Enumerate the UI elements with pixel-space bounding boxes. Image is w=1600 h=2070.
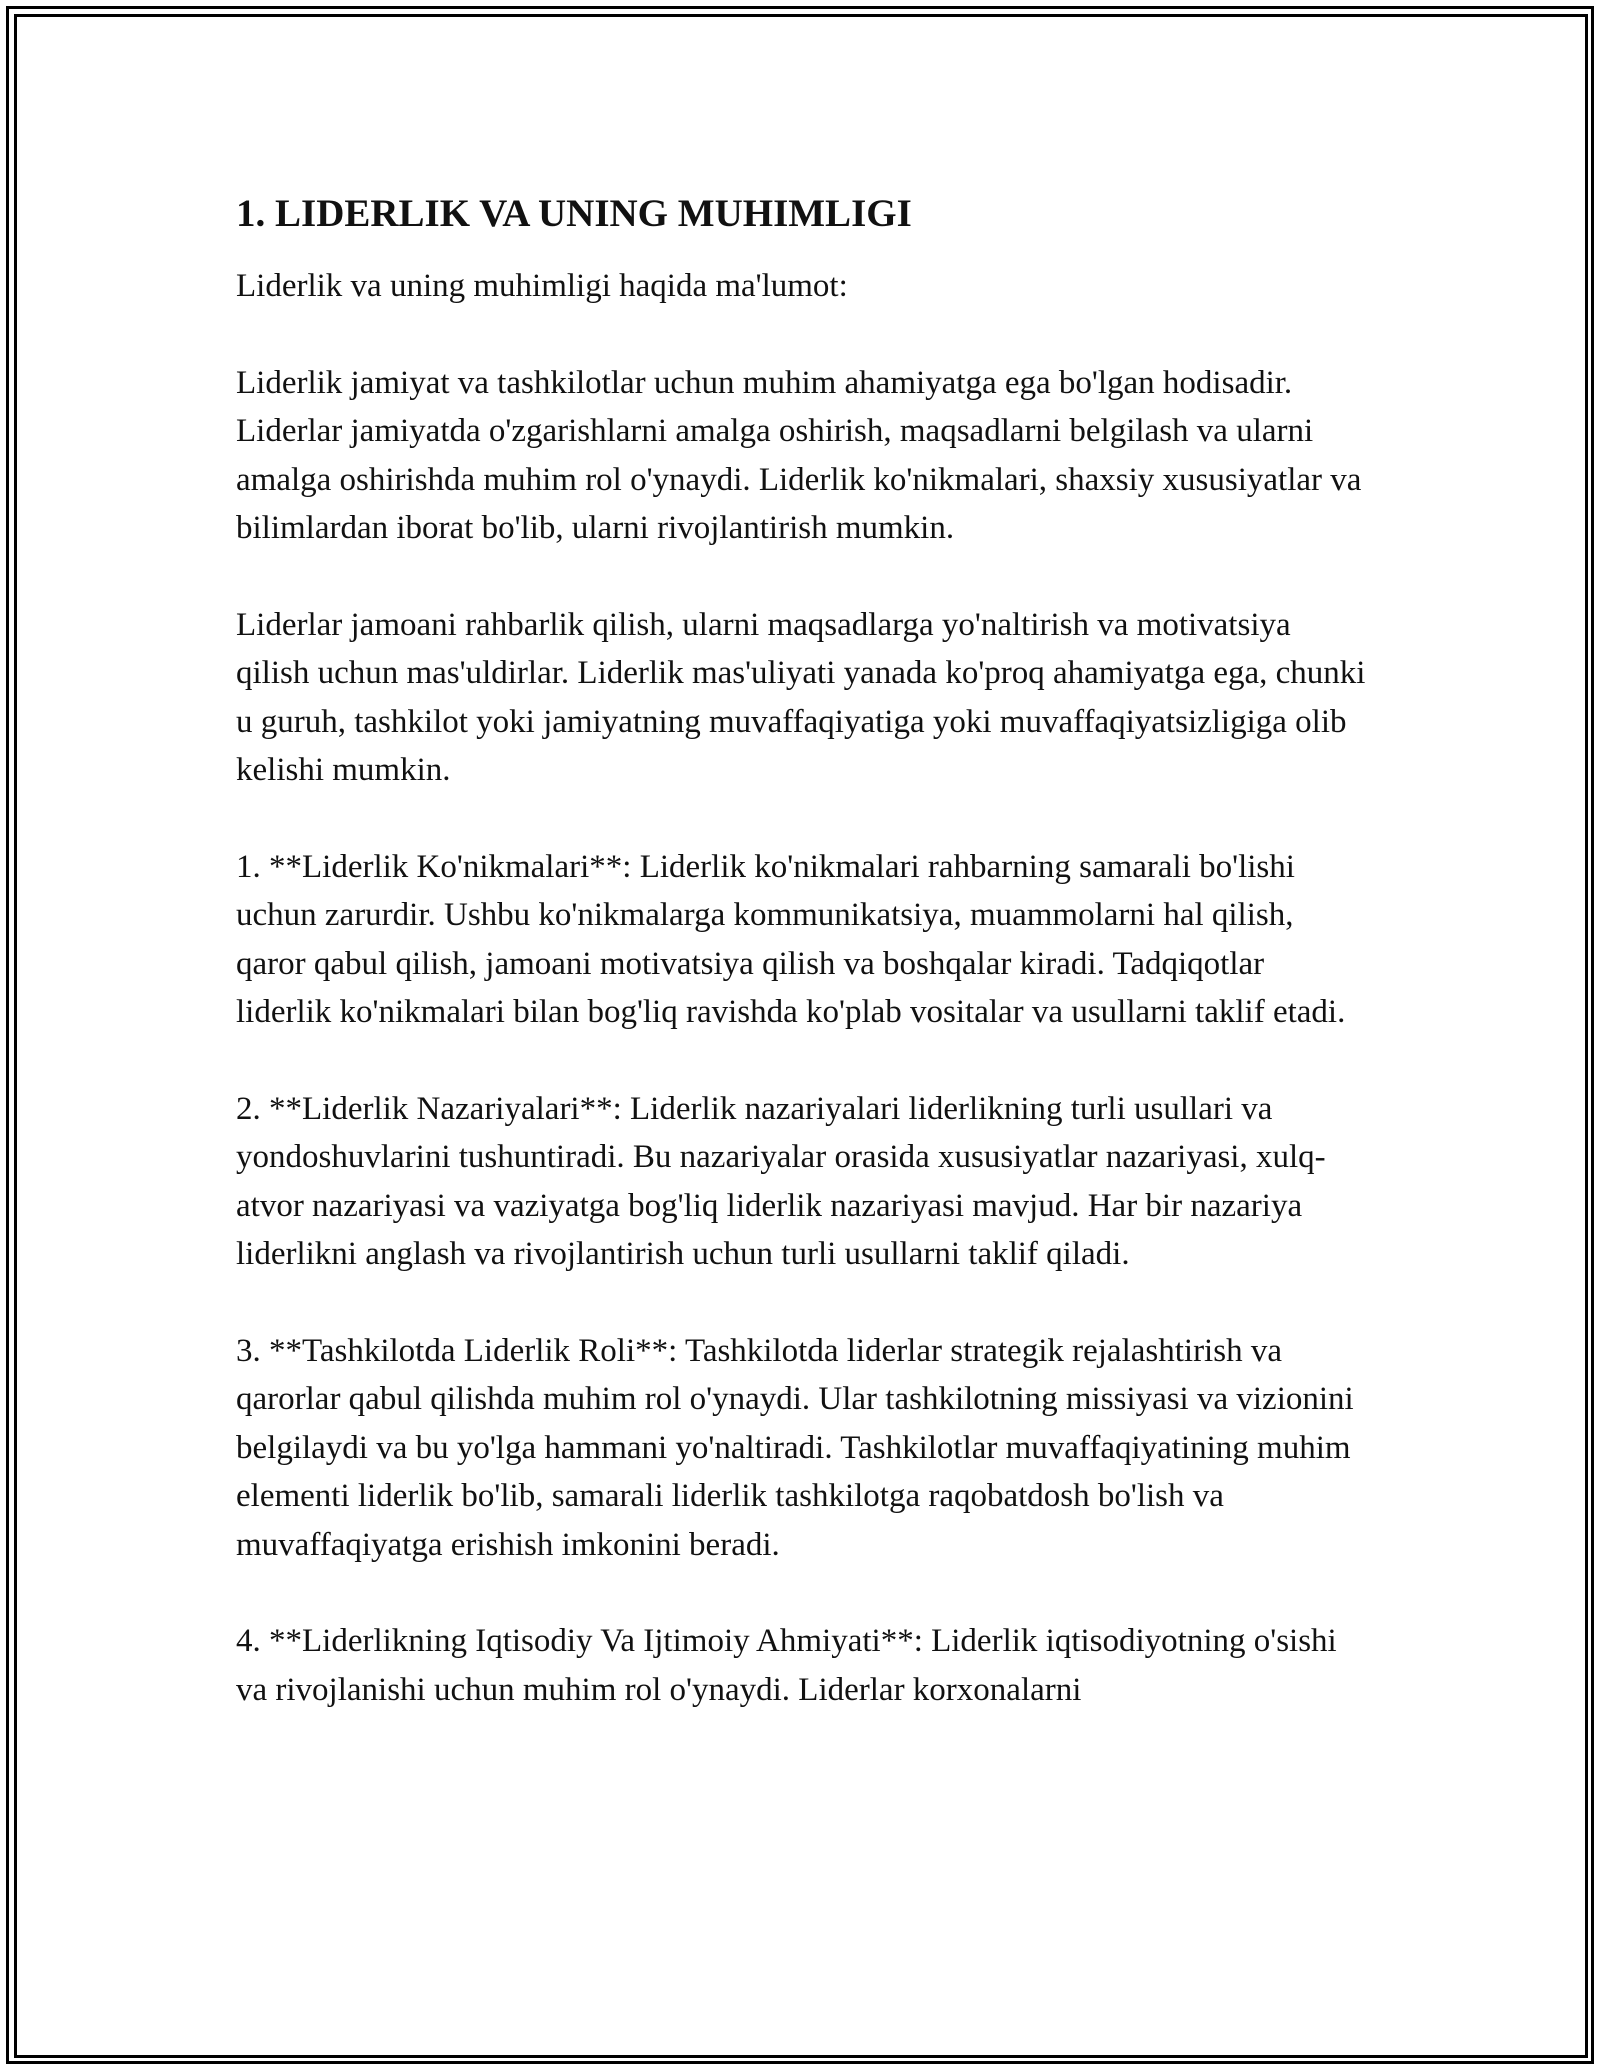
paragraph-organization-role: 3. **Tashkilotda Liderlik Roli**: Tashkilotda liderlar strategik rejalashtirish va qarorlar qabul qilishda muhim rol o'ynaydi. Ular tashkilotning missiyasi va vizionini belgilaydi va bu yo'lga hammani yo'naltiradi. Tashkilotlar muvaffaqiyatining muhim elementi liderlik bo'lib, samarali liderlik tashkilotga raqobatdosh bo'lish va muvaffaqiyatga erishish imkonini beradi. <box>236 1332 1354 1563</box>
paragraph-economic-social: 4. **Liderlikning Iqtisodiy Va Ijtimoiy Ahmiyati**: Liderlik iqtisodiyotning o'sishi va rivojlanishi uchun muhim rol o'ynaydi. Liderlar korxonalarni <box>236 1623 1337 1708</box>
intro-line: Liderlik va uning muhimligi haqida ma'lumot: <box>236 268 848 304</box>
paragraph-skills: 1. **Liderlik Ko'nikmalari**: Liderlik ko'nikmalari rahbarning samarali bo'lishi uchun zarurdir. Ushbu ko'nikmalarga kommunikatsiya, muammolarni hal qilish, qaror qabul qilish, jamoani motivatsiya qilish va boshqalar kiradi. Tadqiqotlar liderlik ko'nikmalari bilan bog'liq ravishda ko'plab vositalar va usullarni taklif etadi. <box>236 848 1346 1030</box>
section-heading: 1. LIDERLIK VA UNING MUHIMLIGI <box>236 192 912 235</box>
paragraph-theories: 2. **Liderlik Nazariyalari**: Liderlik nazariyalari liderlikning turli usullari va yondoshuvlarini tushuntiradi. Bu nazariyalar orasida xususiyatlar nazariyasi, xulq-atvor nazariyasi va vaziyatga bog'liq liderlik nazariyasi mavjud. Har bir nazariya liderlikni anglash va rivojlantirish uchun turli usullarni taklif qiladi. <box>236 1090 1326 1272</box>
paragraph-1: Liderlik jamiyat va tashkilotlar uchun muhim ahamiyatga ega bo'lgan hodisadir. Liderlar jamiyatda o'zgarishlarni amalga oshirish, maqsadlarni belgilash va ularni amalga oshirishda muhim rol o'ynaydi. Liderlik ko'nikmalari, shaxsiy xususiyatlar va bilimlardan iborat bo'lib, ularni rivojlantirish mumkin. <box>236 364 1362 546</box>
document-body <box>236 186 1366 1762</box>
paragraph-2: Liderlar jamoani rahbarlik qilish, ularni maqsadlarga yo'naltirish va motivatsiya qilish uchun mas'uldirlar. Liderlik mas'uliyati yanada ko'proq ahamiyatga ega, chunki u guruh, tashkilot yoki jamiyatning muvaffaqiyatiga yoki muvaffaqiyatsizligiga olib kelishi mumkin. <box>236 606 1366 788</box>
